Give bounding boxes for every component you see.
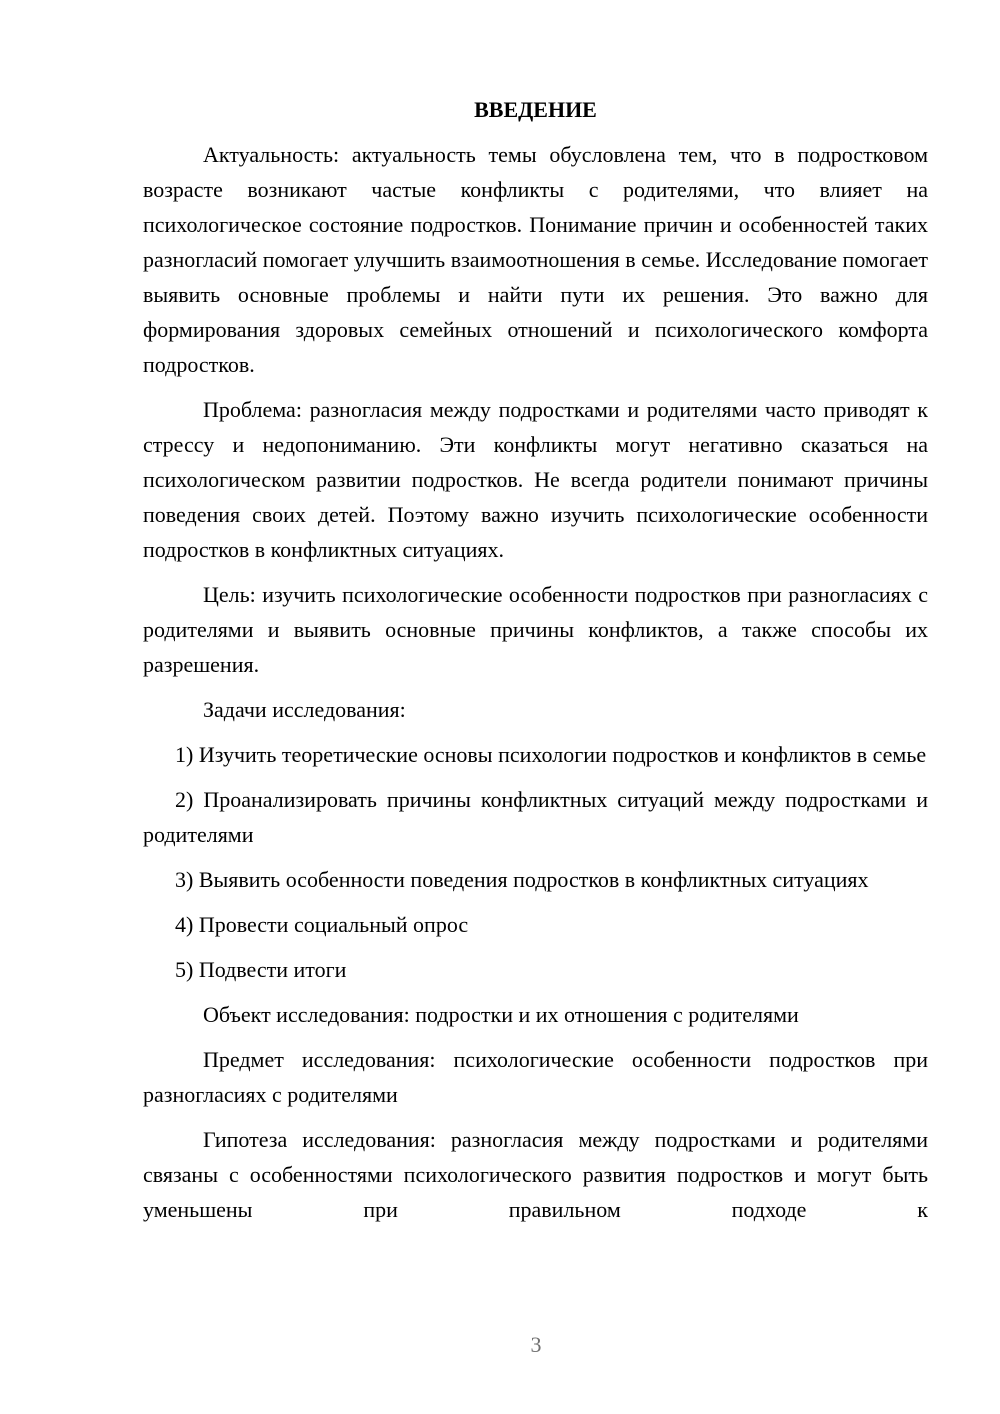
page-content	[143, 92, 928, 1237]
paragraph-object: Объект исследования: подростки и их отношения с родителями	[203, 1002, 799, 1027]
task-item-4: 4) Провести социальный опрос	[175, 912, 469, 937]
paragraph-subject: Предмет исследования: психологические особенности подростков при разногласиях с родителями	[143, 1047, 928, 1107]
paragraph-relevance: Актуальность: актуальность темы обусловлена тем, что в подростковом возрасте возникают частые конфликты с родителями, что влияет на психологическое состояние подростков. Понимание причин и особенностей таких разногласий помогает улучшить взаимоотношения в семье. Исследование помогает выявить основные проблемы и найти пути их решения. Это важно для формирования здоровых семейных отношений и психологического комфорта подростков.	[143, 142, 928, 377]
paragraph-goal: Цель: изучить психологические особенности подростков при разногласиях с родителями и выявить основные причины конфликтов, а также способы их разрешения.	[143, 582, 928, 677]
task-item-3: 3) Выявить особенности поведения подростков в конфликтных ситуациях	[175, 867, 869, 892]
paragraph-hypothesis: Гипотеза исследования: разногласия между подростками и родителями связаны с особенностями психологического развития подростков и могут быть уменьшены при правильном подходе к	[143, 1127, 928, 1222]
page-number: 3	[530, 1332, 542, 1357]
paragraph-problem: Проблема: разногласия между подростками и родителями часто приводят к стрессу и недопониманию. Эти конфликты могут негативно сказаться на психологическом развитии подростков. Не всегда родители понимают причины поведения своих детей. Поэтому важно изучить психологические особенности подростков в конфликтных ситуациях.	[143, 397, 928, 562]
task-item-1: 1) Изучить теоретические основы психологии подростков и конфликтов в семье	[175, 742, 927, 767]
task-item-5: 5) Подвести итоги	[175, 957, 347, 982]
section-title: ВВЕДЕНИЕ	[474, 97, 597, 122]
task-item-2: 2) Проанализировать причины конфликтных ситуаций между подростками и родителями	[143, 787, 928, 847]
paragraph-tasks-heading: Задачи исследования:	[203, 697, 406, 722]
